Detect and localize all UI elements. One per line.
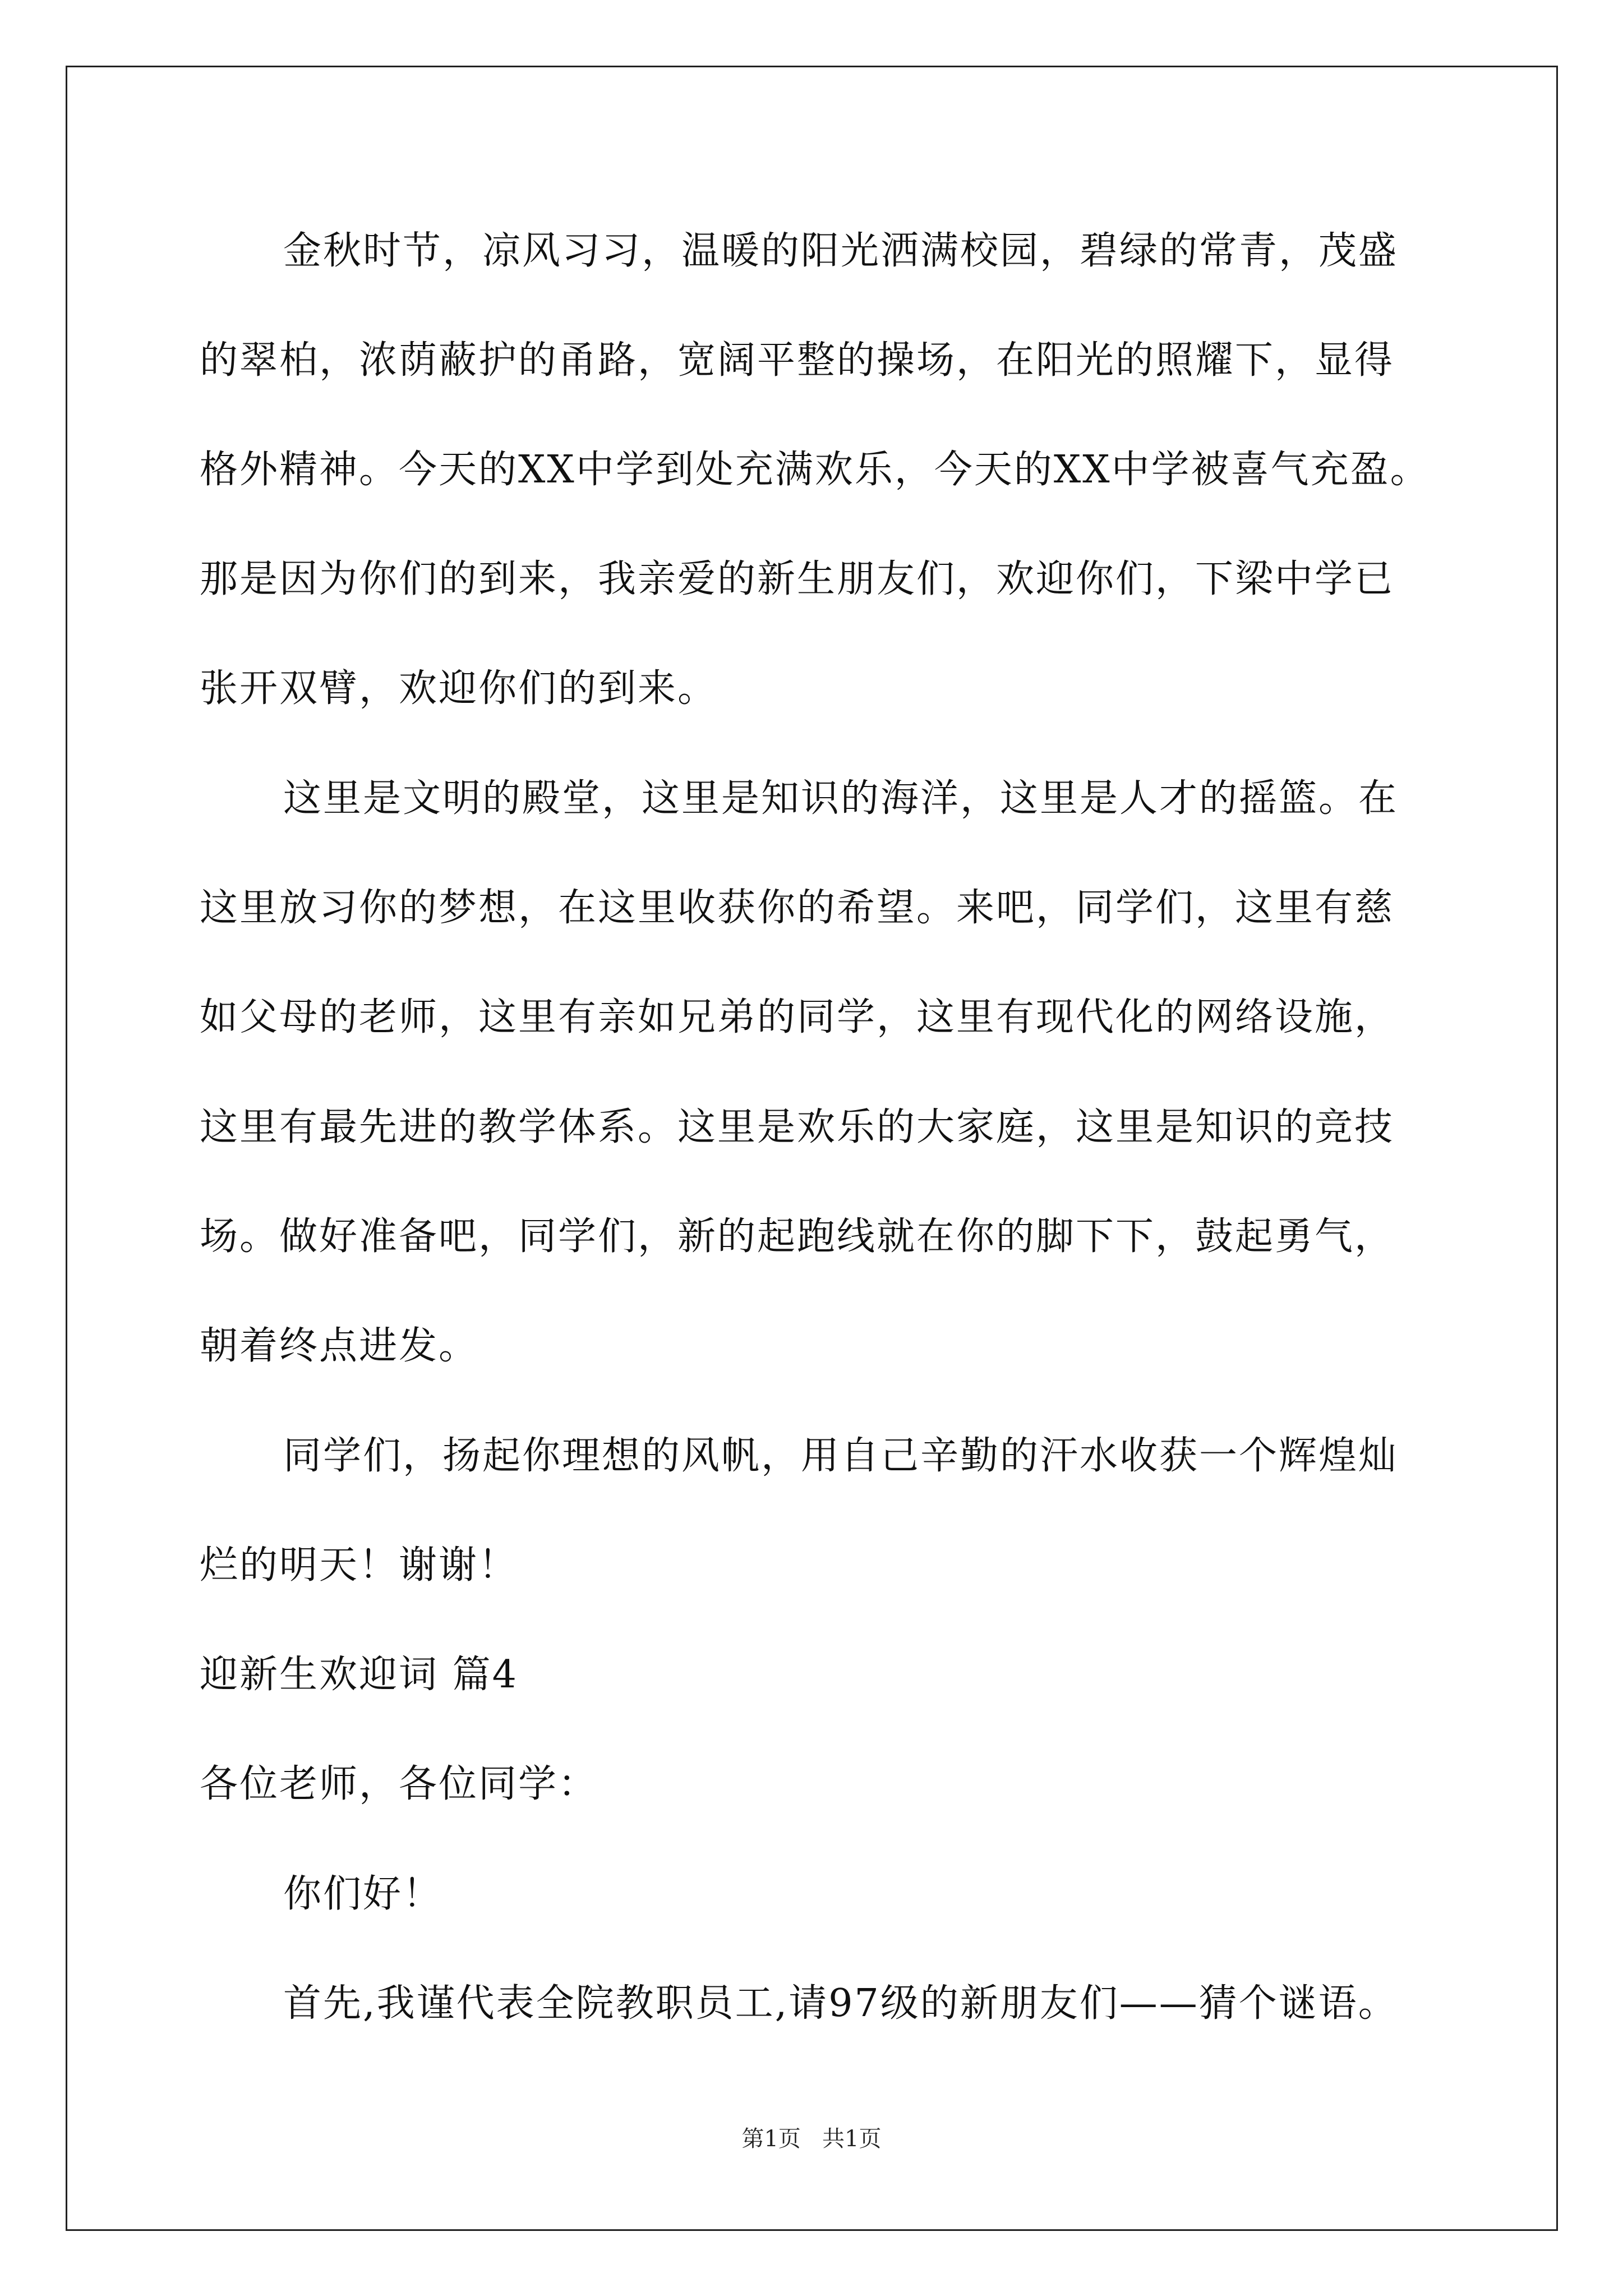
- paragraph-1-line-5: 张开双臂，欢迎你们的到来。: [200, 666, 718, 711]
- salutation: 各位老师，各位同学：: [200, 1762, 598, 1806]
- paragraph-3-line-2: 烂的明天！谢谢！: [200, 1543, 519, 1588]
- closing-line: 首先,我谨代表全院教职员工,请97级的新朋友们——猜个谜语。: [283, 1981, 1398, 2026]
- page-footer: 第1页 共1页: [741, 2126, 882, 2152]
- paragraph-2-line-4: 这里有最先进的教学体系。这里是欢乐的大家庭，这里是知识的竞技: [200, 1105, 1395, 1149]
- paragraph-1-line-2: 的翠柏，浓荫蔽护的甬路，宽阔平整的操场，在阳光的照耀下，显得: [200, 338, 1395, 383]
- paragraph-1-line-3: 格外精神。今天的XX中学到处充满欢乐，今天的XX中学被喜气充盈。: [200, 448, 1430, 492]
- paragraph-2-line-3: 如父母的老师，这里有亲如兄弟的同学，这里有现代化的网络设施，: [200, 995, 1395, 1039]
- paragraph-2-line-2: 这里放习你的梦想，在这里收获你的希望。来吧，同学们，这里有慈: [200, 886, 1395, 930]
- paragraph-1-line-1: 金秋时节，凉风习习，温暖的阳光洒满校园，碧绿的常青，茂盛: [283, 229, 1399, 273]
- paragraph-2-line-1: 这里是文明的殿堂，这里是知识的海洋，这里是人才的摇篮。在: [283, 776, 1399, 821]
- paragraph-2-line-6: 朝着终点进发。: [200, 1324, 479, 1368]
- paragraph-1-line-4: 那是因为你们的到来，我亲爱的新生朋友们，欢迎你们，下梁中学已: [200, 557, 1395, 601]
- greeting: 你们好！: [283, 1872, 443, 1916]
- paragraph-2-line-5: 场。做好准备吧，同学们，新的起跑线就在你的脚下下，鼓起勇气，: [200, 1214, 1395, 1259]
- paragraph-3-line-1: 同学们，扬起你理想的风帆，用自己辛勤的汗水收获一个辉煌灿: [283, 1434, 1399, 1478]
- section-heading: 迎新生欢迎词 篇4: [200, 1653, 518, 1697]
